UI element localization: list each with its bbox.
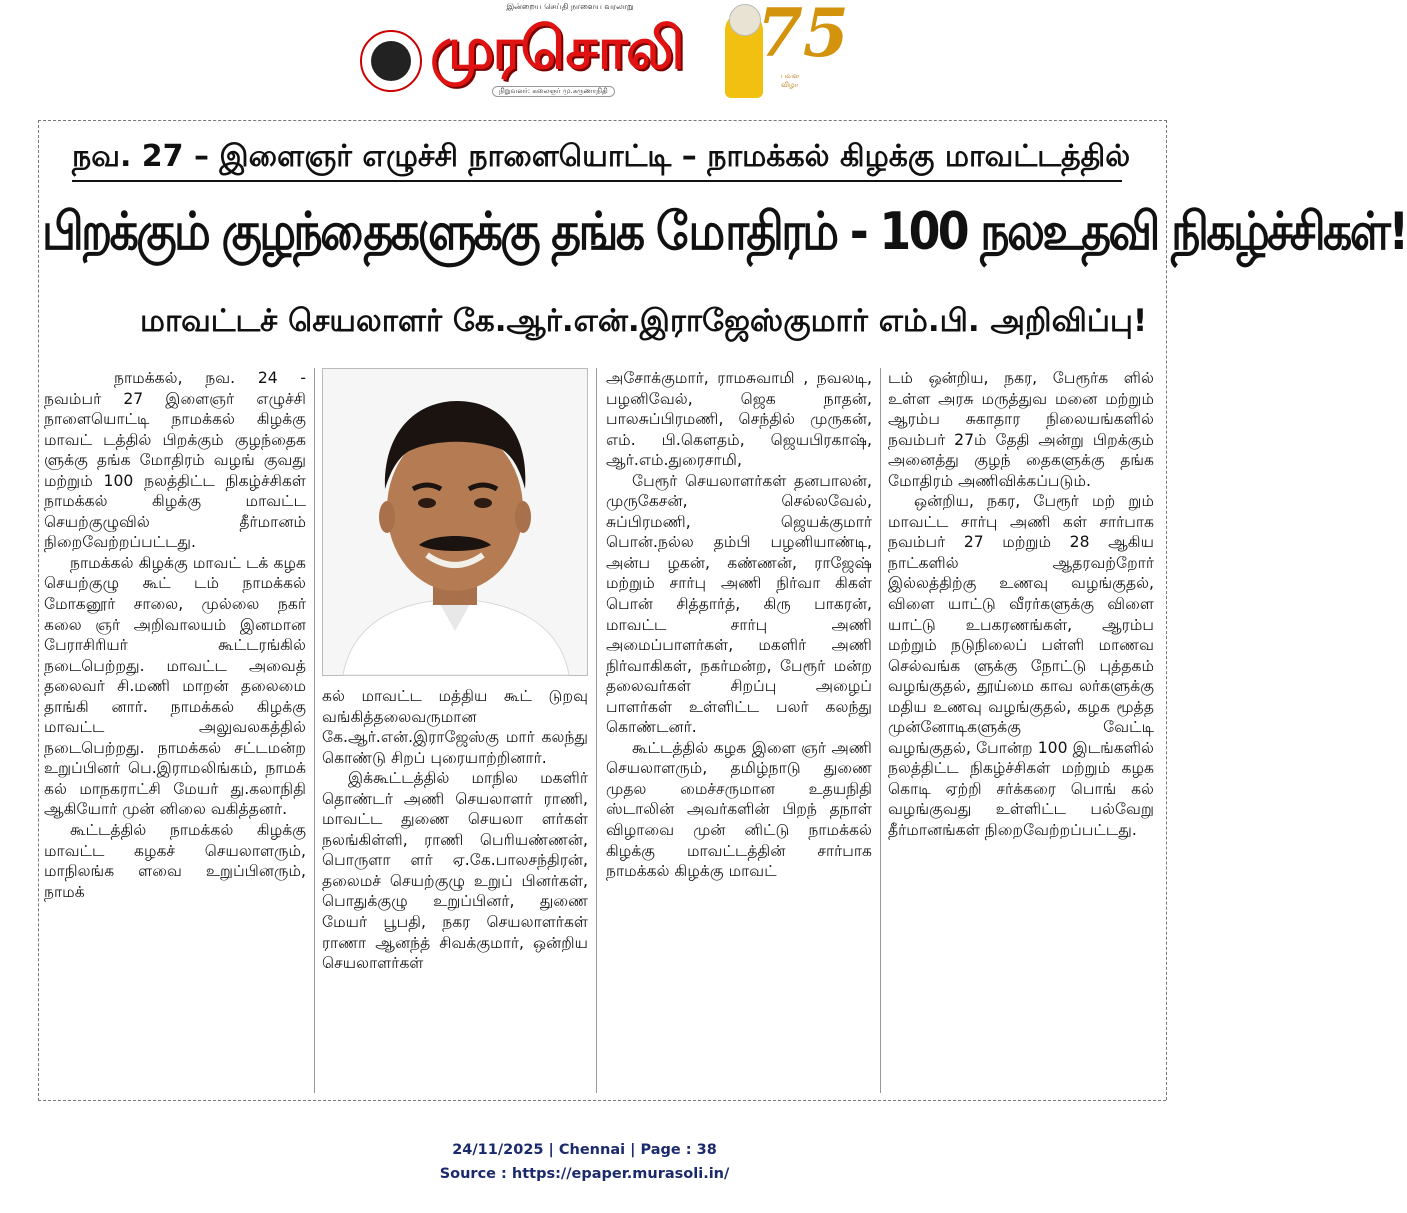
article-subhead: மாவட்டச் செயலாளர் கே.ஆர்.என்.இராஜேஸ்குமார் எம்.பி. அறிவிப்பு! bbox=[140, 303, 1148, 339]
paragraph: டம் ஒன்றிய, நகர, பேரூர்க ளில் உள்ள அரசு மருத்துவ மனை மற்றும் ஆரம்ப சுகாதார நிலையங்களில் நவம்பர் 27ம் தேதி அன்று பிறக்கும் அனைத்து குழந் தைகளுக்கு தங்க மோதிரம் அணிவிக்கப்படும். bbox=[888, 369, 1154, 490]
column-divider bbox=[880, 368, 881, 1093]
paragraph: ஒன்றிய, நகர, பேரூர் மற் றும் மாவட்ட சார்பு அணி கள் சார்பாக நவம்பர் 27 மற்றும் 28 ஆகிய நாட்களில் ஆதரவற்றோர் இல்லத்திற்கு உணவு வழங்குதல், விளை யாட்டு வீரர்களுக்கு விளை யாட்டு உபகரணங்கள், ஆரம்ப மற்றும் நடுநிலைப் பள்ளி மாணவ செல்வங்க ளுக்கு நோட்டு புத்தகம் வழங்குதல், தூய்மை காவ லர்களுக்கு மதிய உணவு வழங்குதல், கழக மூத்த முன்னோடிகளுக்கு வேட்டி வழங்குதல், போன்ற 100 இடங்களில் நலத்திட்ட நிகழ்ச்சிகள் மற்றும் கழக கொடி ஏற்றி சர்க்கரை பொங் கல் வழங்குவது உள்ளிட்ட பல்வேறு தீர்மானங்கள் நிறைவேற்றப்பட்டது. bbox=[888, 492, 1154, 840]
article-column-4 bbox=[888, 368, 1154, 841]
column-divider bbox=[596, 368, 597, 1093]
paragraph: இக்கூட்டத்தில் மாநில மகளிர் தொண்டர் அணி செயலாளர் ராணி, மாவட்ட துணை செயலா ளர்கள் நலங்கிள்ளி, ராணி பெரியண்ணன், பொருளா ளர் ஏ.கே.பாலசந்திரன், தலைமச் செயற்குழு உறுப் பினர்கள், பொதுக்குழு உறுப்பினர், துணை மேயர் பூபதி, நகர செயலாளர்கள் ராணா ஆனந்த் சிவக்குமார், ஒன்றிய செயலாளர்கள் bbox=[322, 769, 588, 973]
column-divider bbox=[314, 368, 315, 1093]
party-seal-icon bbox=[360, 30, 422, 92]
source-url[interactable]: Source : https://epaper.murasoli.in/ bbox=[439, 1166, 730, 1182]
paragraph: அசோக்குமார், ராமசுவாமி , நவலடி, பழனிவேல், ஜெக நாதன், பாலசுப்பிரமணி, செந்தில் முருகன், எம். பி.கௌதம், ஜெயபிரகாஷ், ஆர்.எம்.துரைசாமி, bbox=[606, 369, 872, 470]
masthead-tagline: இன்றைய செய்தி நாளைய வரலாறு bbox=[506, 2, 634, 11]
portrait-illustration bbox=[323, 369, 587, 675]
article-headline: பிறக்கும் குழந்தைகளுக்கு தங்க மோதிரம் - 100 நலஉதவி நிகழ்ச்சிகள்! bbox=[42, 202, 1407, 262]
person-portrait-icon bbox=[322, 368, 588, 676]
article-column-2 bbox=[322, 686, 588, 974]
anniversary-number: 75 bbox=[757, 0, 849, 72]
clipping-frame-bottom bbox=[38, 1100, 1166, 1101]
paragraph: நாமக்கல் கிழக்கு மாவட் டக் கழக செயற்குழு கூட் டம் நாமக்கல் மோகனூர் சாலை, முல்லை நகர் கலை ஞர் அறிவாலயம் இனமான பேராசிரியர் கூட்டரங்கில் நடைபெற்றது. மாவட்ட அவைத் தலைவர் சி.மணி மாறன் தலைமை தாங்கி னார். நாமக்கல் கிழக்கு மாவட்ட அலுவலகத்தில் நடைபெற்றது. நாமக்கல் சட்டமன்ற உறுப்பினர் பெ.இராமலிங்கம், நாமக் கல் மாநகராட்சி மேயர் து.கலாநிதி ஆகியோர் முன் னிலை வகித்தனர். bbox=[44, 553, 306, 819]
seal-emblem bbox=[371, 41, 411, 81]
masthead bbox=[360, 0, 849, 108]
anniversary-text: பவள விழா bbox=[781, 72, 800, 89]
article-column-3 bbox=[606, 368, 872, 882]
clipping-frame-right bbox=[1166, 120, 1167, 1100]
publication-date-page: 24/11/2025 | Chennai | Page : 38 bbox=[452, 1142, 717, 1158]
anniversary-badge bbox=[725, 0, 849, 104]
founder-credit: நிறுவனர்: கலைஞர் மு.கருணாநிதி bbox=[492, 86, 615, 97]
article-column-1 bbox=[44, 368, 306, 902]
paragraph: கூட்டத்தில் கழக இளை ஞர் அணி செயலாளரும், தமிழ்நாடு துணை முதல மைச்சருமான உதயநிதி ஸ்டாலின் அவர்களின் பிறந் தநாள் விழாவை முன் னிட்டு நாமக்கல் கிழக்கு மாவட்டத்தின் சார்பாக நாமக்கல் கிழக்கு மாவட் bbox=[606, 738, 872, 881]
paragraph: கூட்டத்தில் நாமக்கல் கிழக்கு மாவட்ட கழகச் செயலாளரும், மாநிலங்க ளவை உறுப்பினரும், நாமக் bbox=[44, 821, 306, 901]
paragraph: நாமக்கல், நவ. 24 - நவம்பர் 27 இளைஞர் எழுச்சி நாளையொட்டி நாமக்கல் கிழக்கு மாவட் டத்தில் பிறக்கும் குழந்தைக ளுக்கு தங்க மோதிரம் வழங் குவது மற்றும் 100 நலத்திட்ட நிகழ்ச்சிகள் நாமக்கல் கிழக்கு மாவட்ட செயற்குழுவில் தீர்மானம் நிறைவேற்றப்பட்டது. bbox=[44, 369, 306, 552]
paragraph: பேரூர் செயலாளர்கள் தனபாலன், முருகேசன், செல்லவேல், சுப்பிரமணி, ஜெயக்குமார் பொன்.நல்ல தம்பி பழனியாண்டி, அன்ப ழகன், கண்ணன், ராஜேஷ் மற்றும் சார்பு அணி நிர்வா கிகள் பொன் சித்தார்த், கிரு பாகரன், மாவட்ட சார்பு அணி அமைப்பாளர்கள், மகளிர் அணி நிர்வாகிகள், நகர்மன்ற, பேரூர் மன்ற தலைவர்கள் சிறப்பு அழைப் பாளர்கள் உள்ளிட்ட பலர் கலந்து கொண்டனர். bbox=[606, 471, 872, 737]
clipping-footer bbox=[0, 1138, 1169, 1186]
article-kicker: நவ. 27 – இளைஞர் எழுச்சி நாளையொட்டி – நாமக்கல் கிழக்கு மாவட்டத்தில் bbox=[72, 138, 1122, 182]
paragraph: கல் மாவட்ட மத்திய கூட் டுறவு வங்கித்தலைவருமான கே.ஆர்.என்.இராஜேஸ்கு மார் கலந்து கொண்டு சிறப் புரையாற்றினார். bbox=[322, 687, 588, 767]
newspaper-logo: முரசொலி bbox=[430, 14, 683, 82]
